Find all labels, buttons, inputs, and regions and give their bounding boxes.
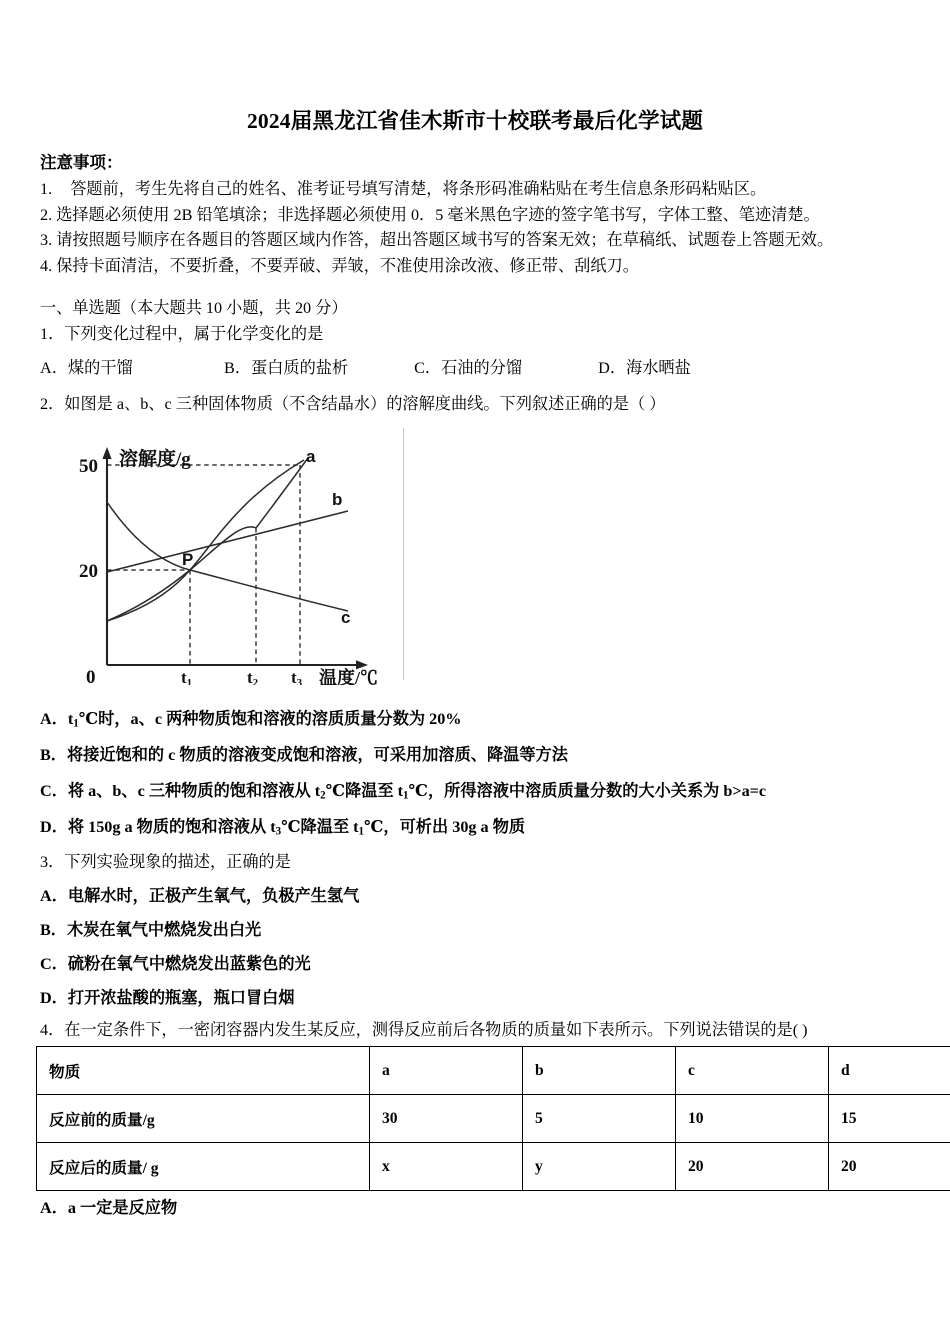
question-2-option-a-sub: 1: [73, 717, 79, 730]
question-2-option-d-sub1: 3: [275, 825, 282, 838]
question-2-option-a-t: t: [67, 710, 74, 728]
table-row-before-c: 10: [676, 1095, 829, 1143]
question-2-option-c-p2: ℃降温至 t: [325, 782, 404, 800]
table-row-after-c: 20: [676, 1143, 829, 1191]
question-4-stem: 4．在一定条件下，一密闭容器内发生某反应，测得反应前后各物质的质量如下表所示。下列说法错误的是( ): [40, 1021, 808, 1039]
solubility-curve-svg: [60, 425, 410, 685]
notice-heading: 注意事项：: [40, 153, 123, 172]
question-1-option-d[interactable]: D．海水晒盐: [598, 359, 691, 377]
table-row-before-b: 5: [523, 1095, 676, 1143]
question-2-option-a[interactable]: [40, 707, 462, 731]
y-axis-arrow-icon: [102, 447, 111, 459]
point-label-p: P: [182, 550, 194, 569]
origin-label: 0: [86, 667, 96, 685]
table-header-a: a: [370, 1047, 523, 1095]
x-axis-label: 温度/℃: [319, 668, 379, 685]
question-3-option-c[interactable]: C．硫粉在氧气中燃烧发出蓝紫色的光: [40, 955, 311, 973]
notice-item-1: [40, 177, 920, 203]
question-2-option-d-p1: 将 150g a 物质的饱和溶液从 t: [67, 818, 276, 836]
question-4-option-a[interactable]: A．a 一定是反应物: [40, 1199, 178, 1217]
x-tick-label-t2: t2: [247, 668, 259, 685]
chart-axes: [107, 457, 358, 665]
y-tick-label-50: 50: [79, 456, 98, 477]
notice-item-3-text: 请按照题号顺序在各题目的答题区域内作答，超出答题区域书写的答案无效；在草稿纸、试题卷上答题无效。: [56, 231, 834, 249]
x-tick-label-t1: t1: [181, 668, 193, 685]
question-2-option-c-label: C．: [40, 782, 68, 800]
question-2-option-c[interactable]: [40, 779, 766, 803]
notice-item-2-text: 选择题必须使用 2B 铅笔填涂；非选择题必须使用 0．5 毫米黑色字迹的签字笔书写，字体工整、笔迹清楚。: [56, 205, 820, 224]
notice-item-4: [40, 254, 920, 280]
table-row-after: [37, 1143, 950, 1191]
table-header-b: b: [523, 1047, 676, 1095]
series-label-c: c: [341, 608, 351, 627]
y-tick-label-20: 20: [79, 561, 98, 582]
question-1-options: [40, 356, 691, 380]
solubility-curve-figure: [60, 425, 410, 685]
table-header-d: d: [829, 1047, 950, 1095]
notice-item-4-number: 4.: [40, 256, 53, 275]
x-tick-label-t3: t3: [291, 668, 303, 685]
table-row-after-b: y: [523, 1143, 676, 1191]
series-label-b: b: [332, 490, 343, 509]
series-label-a: a: [306, 447, 316, 466]
question-2-option-c-p3: ℃，所得溶液中溶质质量分数的大小关系为 b>a=c: [408, 782, 767, 800]
question-2-option-d-p2: ℃降温至 t: [281, 818, 359, 836]
question-3-option-a[interactable]: A．电解水时，正极产生氧气，负极产生氢气: [40, 887, 360, 905]
notice-item-3: [40, 228, 920, 254]
notice-item-1-text: 答题前，考生先将自己的姓名、准考证号填写清楚，将条形码准确粘贴在考生信息条形码粘贴区。: [70, 180, 767, 198]
table-row-before-label: 反应前的质量/g: [37, 1095, 370, 1143]
table-row-before-d: 15: [829, 1095, 950, 1143]
question-2-option-a-label: A．: [40, 710, 68, 728]
curve-c: [107, 502, 348, 611]
question-2-option-b-label: B．: [40, 746, 67, 764]
y-axis-label: 溶解度/g: [119, 449, 191, 470]
question-2-option-c-p1: 将 a、b、c 三种物质的饱和溶液从 t: [67, 782, 321, 800]
reaction-mass-table: [36, 1046, 950, 1191]
curve-b: [107, 511, 348, 572]
question-2-option-b-text: 将接近饱和的 c 物质的溶液变成饱和溶液，可采用加溶质、降温等方法: [66, 746, 568, 764]
question-2-option-b[interactable]: [40, 743, 568, 767]
table-header-c: c: [676, 1047, 829, 1095]
table-row-after-d: 20: [829, 1143, 950, 1191]
table-row-header: [37, 1047, 950, 1095]
question-1-stem: 1．下列变化过程中，属于化学变化的是: [40, 325, 324, 343]
question-3-stem: 3．下列实验现象的描述，正确的是: [40, 853, 291, 871]
notice-block: [40, 150, 920, 279]
notice-item-3-number: 3.: [40, 231, 53, 249]
question-2-option-d-sub2: 1: [358, 825, 365, 838]
table-row-before: [37, 1095, 950, 1143]
question-3-option-d[interactable]: D．打开浓盐酸的瓶塞，瓶口冒白烟: [40, 989, 295, 1007]
question-2-option-a-text: ℃时，a、c 两种物质饱和溶液的溶质质量分数为 20%: [78, 710, 462, 728]
curve-a: [107, 458, 308, 621]
question-1-option-b[interactable]: B．蛋白质的盐析: [224, 359, 349, 377]
notice-item-4-text: 保持卡面清洁，不要折叠，不要弄破、弄皱，不准使用涂改液、修正带、刮纸刀。: [56, 256, 639, 275]
question-2-option-d[interactable]: [40, 815, 525, 839]
page-title: 2024届黑龙江省佳木斯市十校联考最后化学试题: [246, 109, 704, 133]
curve-a-upper: [107, 460, 304, 621]
question-2-option-c-sub1: 2: [320, 789, 326, 802]
table-row-after-a: x: [370, 1143, 523, 1191]
question-2-option-d-label: D．: [40, 818, 68, 836]
question-2-stem: 2．如图是 a、b、c 三种固体物质（不含结晶水）的溶解度曲线。下列叙述正确的是（ ）: [40, 395, 666, 413]
question-2-option-c-sub2: 1: [403, 789, 409, 802]
figure-divider: [403, 428, 404, 680]
table-header-substance: 物质: [37, 1047, 370, 1095]
notice-item-2-number: 2.: [40, 205, 53, 224]
question-1-option-c[interactable]: C．石油的分馏: [414, 359, 523, 377]
question-2-option-d-p3: ℃，可析出 30g a 物质: [364, 818, 526, 836]
notice-item-1-number: 1.: [40, 180, 53, 198]
table-row-after-label: 反应后的质量/ g: [37, 1143, 370, 1191]
question-3-option-b[interactable]: B．木炭在氧气中燃烧发出白光: [40, 921, 262, 939]
table-row-before-a: 30: [370, 1095, 523, 1143]
notice-item-2: [40, 203, 920, 229]
section-heading: 一、单选题（本大题共 10 小题，共 20 分）: [40, 299, 348, 317]
question-1-option-a[interactable]: A．煤的干馏: [40, 359, 133, 377]
